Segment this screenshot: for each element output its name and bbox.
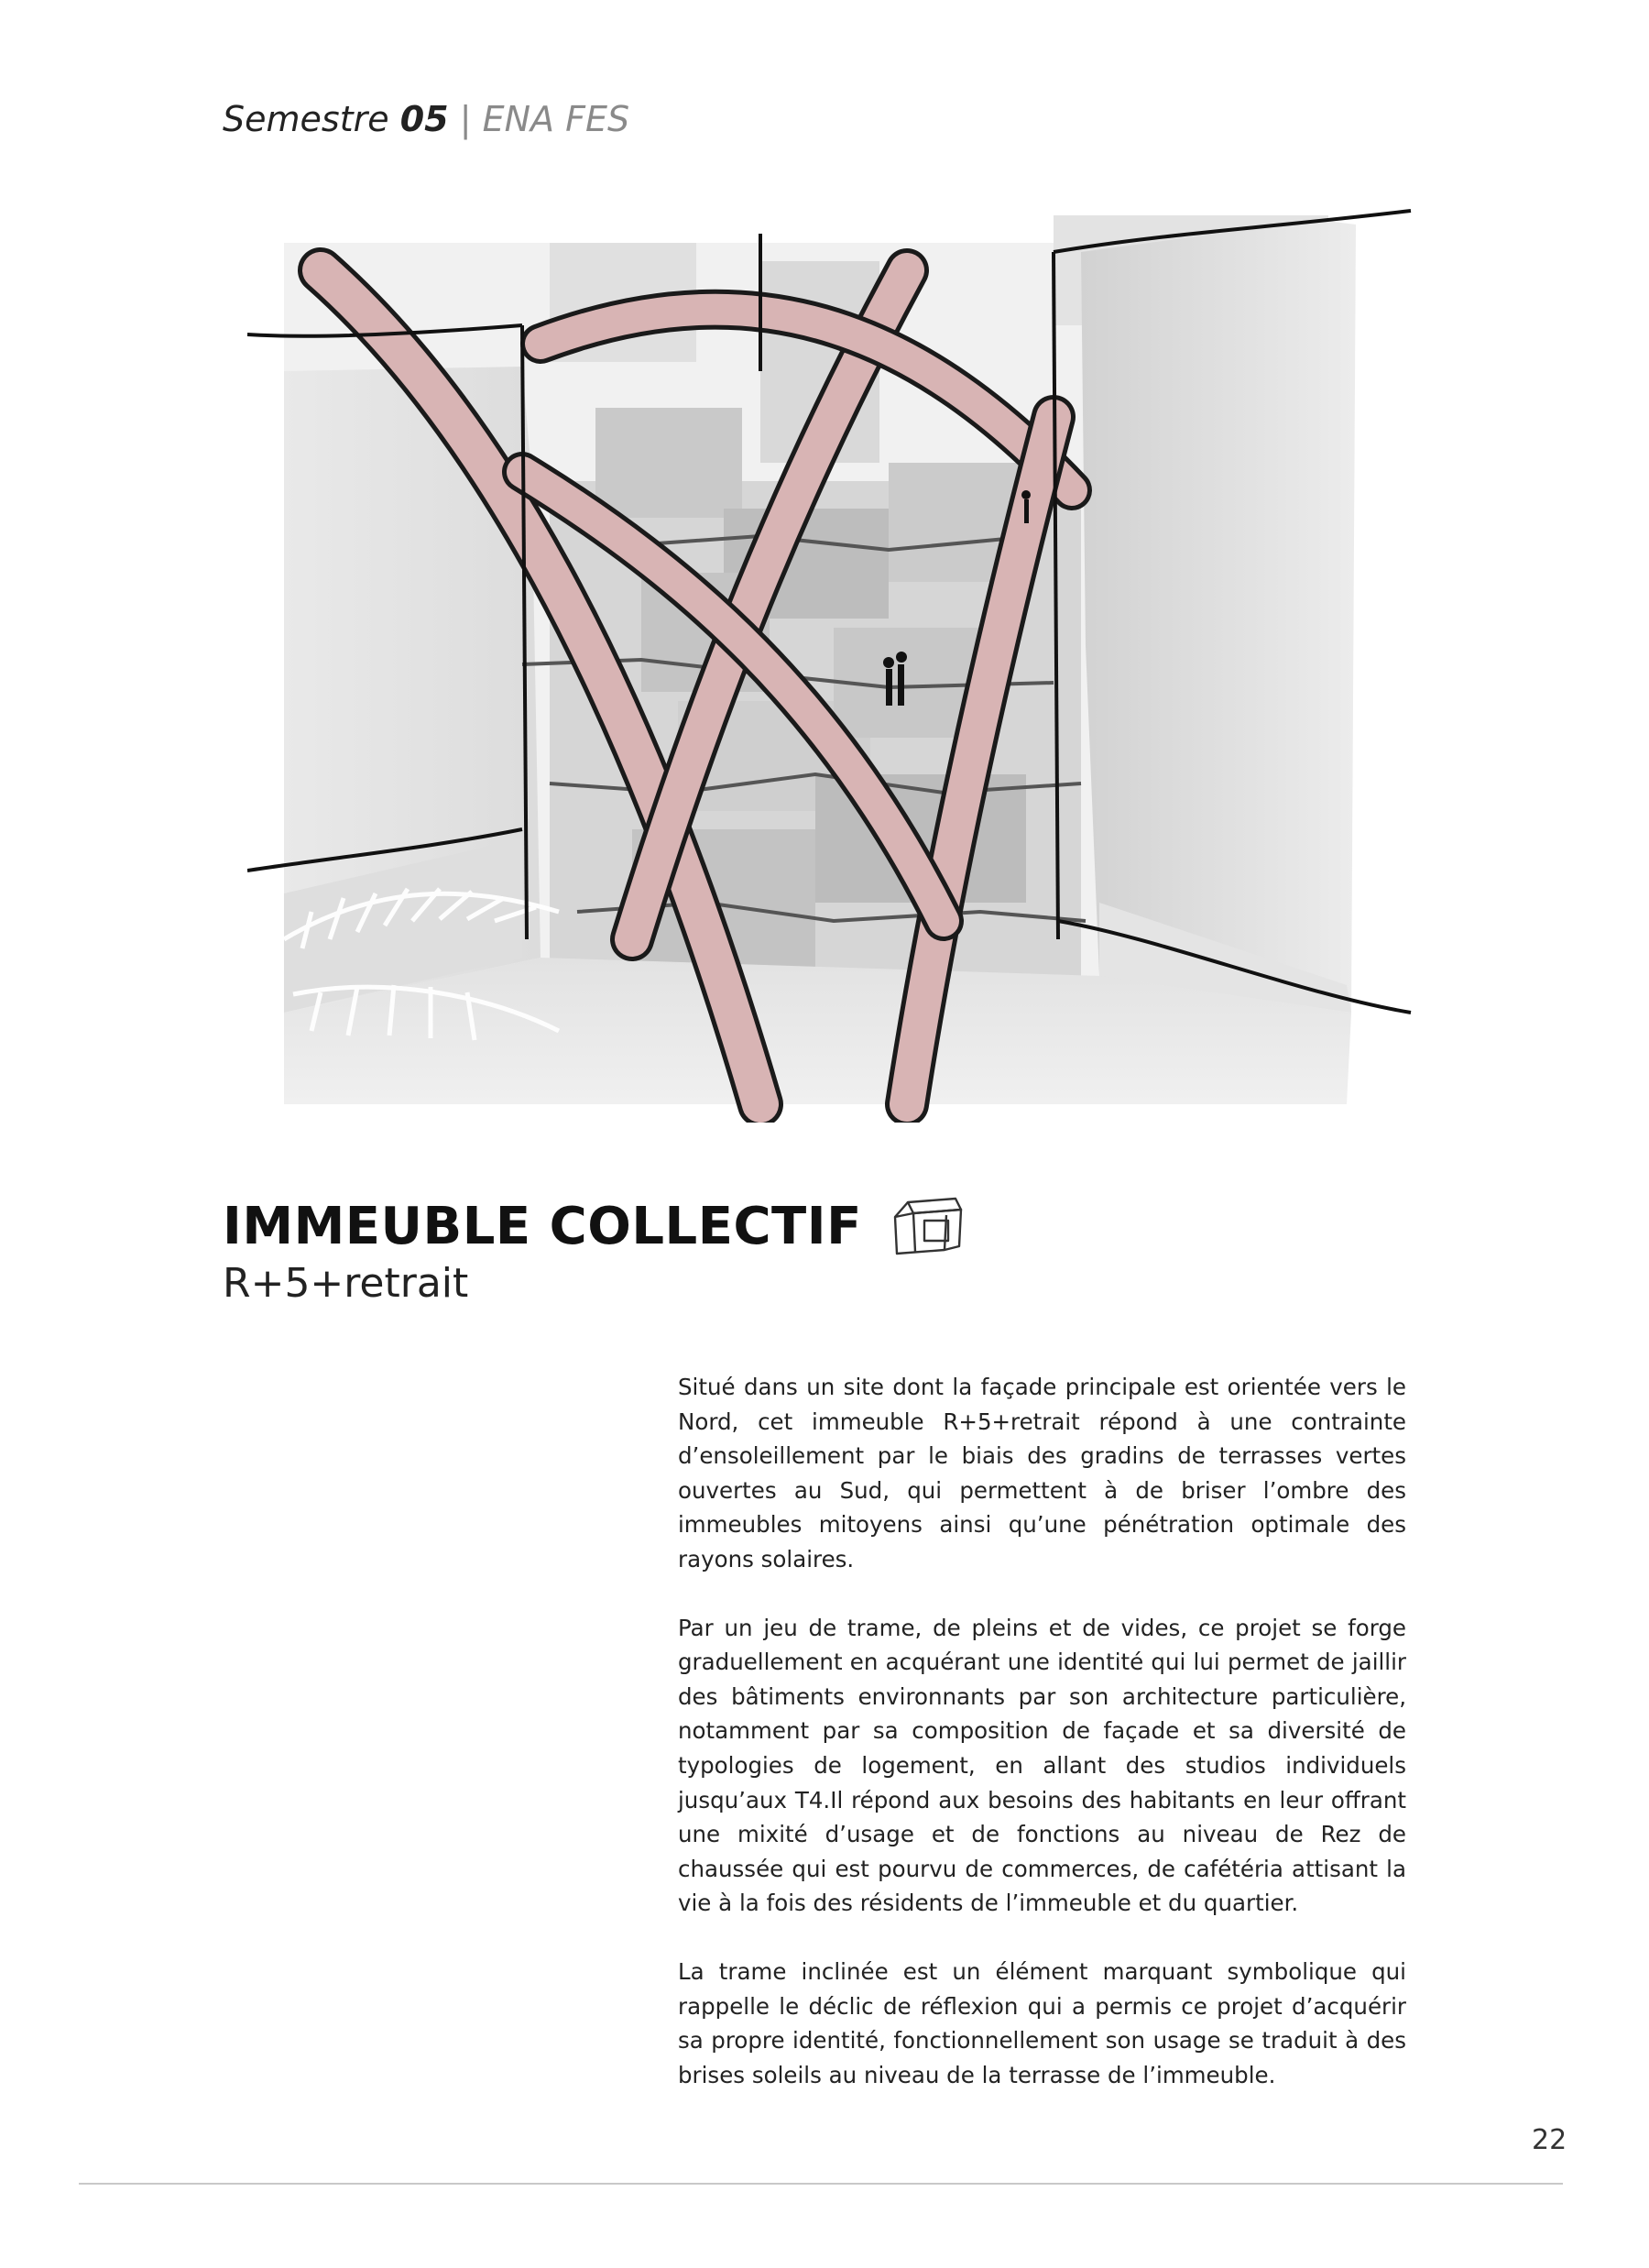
paragraph: Par un jeu de trame, de pleins et de vides, ce projet se forge graduellement en acquérant une identité qui lui permet de jaillir des bâtiments environnants par son architecture particulière, notamment par sa composition de façade et sa diversité de typologies de logement, en allant des studios individuels jusqu’aux T4.Il répond aux besoins des habitants en leur offrant une mixité d’usage et de fonctions au niveau de Rez de chaussée qui est pourvu de commerces, de cafétéria attisant la vie à la fois des résidents de l’immeuble et du quartier. [678,1614,1406,1917]
building-cube-sketch-icon [890,1193,966,1259]
school-name: ENA FES [482,99,630,139]
running-header [223,99,629,139]
header-separator: | [459,99,472,139]
page-number: 22 [1532,2124,1567,2156]
semester-number: 05 [399,99,449,139]
paragraph: Situé dans un site dont la façade principale est orientée vers le Nord, cet immeuble R+5+retrait répond à une contrainte d’ensoleillement par le biais des gradins de terrasses vertes ouvertes au Sud, qui permettent à de briser l’ombre des immeubles mitoyens ainsi qu’une pénétration optimale des rayons solaires. [678,1374,1406,1572]
title-row [223,1193,966,1259]
semester-label: Semestre [223,99,389,139]
architectural-render [247,188,1438,1123]
page-title: IMMEUBLE COLLECTIF [223,1196,862,1256]
footer-divider [79,2183,1563,2185]
page-subtitle: R+5+retrait [223,1260,469,1307]
paragraph: La trame inclinée est un élément marquant symbolique qui rappelle le déclic de réflexion qui a permis ce projet d’acquérir sa propre identité, fonctionnellement son usage se traduit à des brises soleils au niveau de la terrasse de l’immeuble. [678,1957,1406,2088]
project-description [678,1370,1406,2126]
